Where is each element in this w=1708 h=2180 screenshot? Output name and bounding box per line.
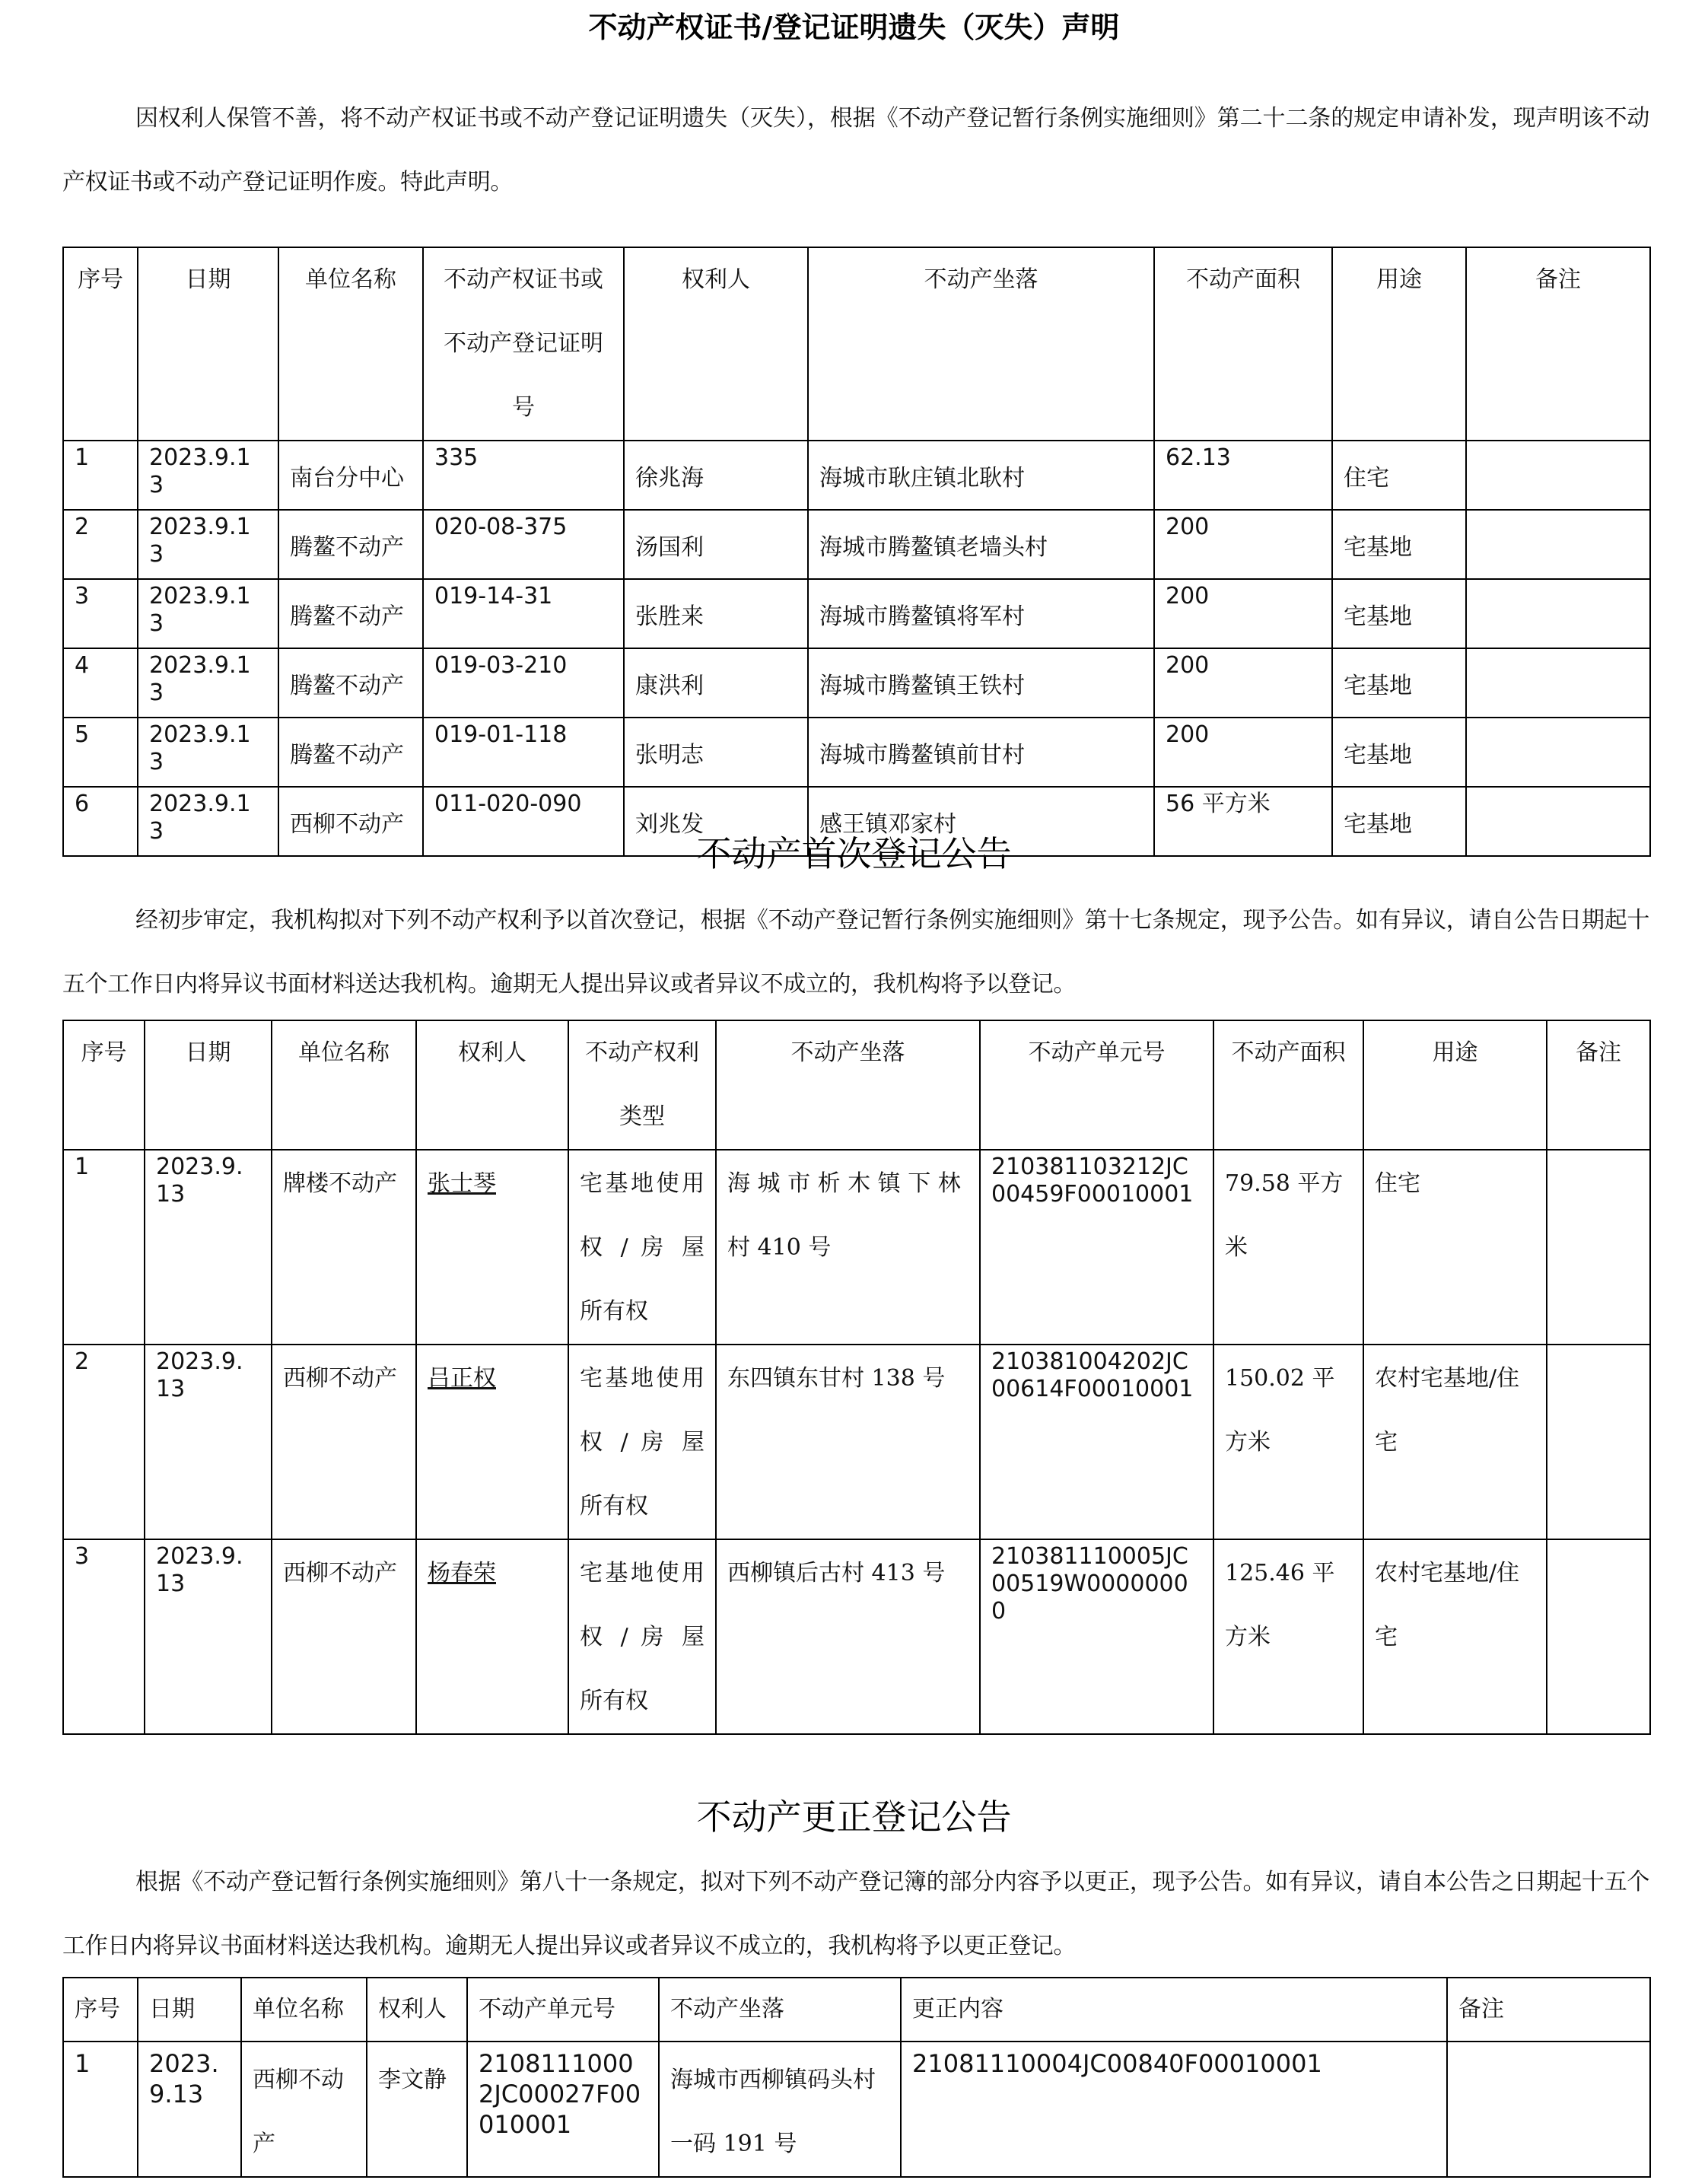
owner-name: 李文静 <box>378 2067 447 2093</box>
row-number-cell <box>63 579 138 648</box>
right-type-cell <box>568 1539 716 1734</box>
unit-number: 210381103212JC00459F00010001 <box>991 1154 1194 1208</box>
property-area-cell <box>1213 1539 1363 1734</box>
owner-name-cell <box>416 1150 568 1345</box>
column-header: 日期 <box>138 1978 241 2042</box>
owner-name: 杨春荣 <box>428 1560 496 1586</box>
certificate-number: 019-03-210 <box>434 652 568 679</box>
certificate-number-cell <box>423 510 624 579</box>
row-number: 1 <box>75 2049 91 2078</box>
row-number-cell <box>63 441 138 510</box>
row-number: 3 <box>75 1543 90 1570</box>
owner-name: 康洪利 <box>635 672 704 699</box>
column-header: 不动产面积 <box>1154 247 1332 441</box>
property-area: 62.13 <box>1166 444 1231 471</box>
date: 2023.9.13 <box>149 514 251 568</box>
owner-name: 张胜来 <box>635 603 704 630</box>
owner-name-cell <box>624 648 808 718</box>
row-number: 4 <box>75 652 90 679</box>
unit-name-cell <box>272 1150 416 1345</box>
column-header: 序号 <box>63 1978 138 2042</box>
property-location: 东四镇东甘村 138 号 <box>727 1365 946 1392</box>
property-use: 宅基地 <box>1344 603 1412 630</box>
property-area-cell <box>1213 1345 1363 1539</box>
unit-name-cell <box>272 1345 416 1539</box>
property-location: 海城市腾鳌镇前甘村 <box>819 741 1025 769</box>
note-cell <box>1547 1345 1650 1539</box>
unit-name: 腾鳌不动产 <box>290 672 404 699</box>
column-header: 不动产坐落 <box>808 247 1154 441</box>
column-header: 不动产单元号 <box>980 1020 1213 1150</box>
table-row <box>63 648 1650 718</box>
owner-name: 刘兆发 <box>635 810 704 838</box>
date-cell <box>138 648 278 718</box>
column-header: 不动产面积 <box>1213 1020 1363 1150</box>
note-cell <box>1466 648 1650 718</box>
date: 2023.9.13 <box>149 583 251 637</box>
column-header: 不动产权证书或不动产登记证明号 <box>423 247 624 441</box>
date-cell <box>138 441 278 510</box>
row-number-cell <box>63 510 138 579</box>
table-header-row <box>63 1020 1650 1150</box>
row-number: 2 <box>75 1348 90 1375</box>
property-use: 农村宅基地/住宅 <box>1375 1560 1520 1650</box>
correction-registration-title: 不动产更正登记公告 <box>696 1797 1012 1838</box>
date-cell <box>145 1345 272 1539</box>
property-use: 住宅 <box>1375 1170 1420 1197</box>
table-row <box>63 579 1650 648</box>
property-location-cell <box>808 579 1154 648</box>
owner-name: 张士琴 <box>428 1170 496 1197</box>
date-cell <box>138 510 278 579</box>
date: 2023.9.13 <box>149 721 251 775</box>
unit-name: 西柳不动产 <box>290 810 404 838</box>
note-cell <box>1547 1539 1650 1734</box>
declaration-title: 不动产权证书/登记证明遗失（灭失）声明 <box>588 10 1120 44</box>
property-area: 79.58 平方米 <box>1225 1170 1344 1261</box>
property-area: 200 <box>1166 514 1210 540</box>
column-header: 备注 <box>1466 247 1650 441</box>
property-location-cell <box>716 1150 980 1345</box>
note-cell <box>1447 2042 1650 2177</box>
note-cell <box>1466 579 1650 648</box>
row-number: 6 <box>75 791 90 817</box>
property-area: 200 <box>1166 583 1210 609</box>
property-area-cell <box>1154 441 1332 510</box>
column-header: 不动产权利类型 <box>568 1020 716 1150</box>
row-number-cell <box>63 648 138 718</box>
column-header: 备注 <box>1547 1020 1650 1150</box>
property-area-cell <box>1154 510 1332 579</box>
right-type: 宅基地使用权 / 房 屋 所有权 <box>580 1560 705 1714</box>
note-cell <box>1547 1150 1650 1345</box>
note-cell <box>1466 718 1650 787</box>
date: 2023.9.13 <box>149 791 251 845</box>
property-use: 宅基地 <box>1344 741 1412 769</box>
property-location: 海城市腾鳌镇老墙头村 <box>819 533 1048 561</box>
property-location-cell <box>808 648 1154 718</box>
correction-registration-table <box>62 1977 1651 2178</box>
property-use-cell <box>1363 1539 1547 1734</box>
right-type-cell <box>568 1150 716 1345</box>
right-type: 宅基地使用权 / 房 屋 所有权 <box>580 1170 705 1325</box>
first-registration-paragraph: 经初步审定，我机构拟对下列不动产权利予以首次登记，根据《不动产登记暂行条例实施细则》第十七条规定，现予公告。如有异议，请自公告日期起十五个工作日内将异议书面材料送达我机构。逾期无人提出异议或者异议不成立的，我机构将予以登记。 <box>62 907 1649 998</box>
property-area: 56 平方米 <box>1166 791 1271 817</box>
property-area-cell <box>1213 1150 1363 1345</box>
column-header: 序号 <box>63 1020 145 1150</box>
unit-name: 腾鳌不动产 <box>290 533 404 561</box>
certificate-number-cell <box>423 579 624 648</box>
unit-name: 西柳不动产 <box>253 2067 344 2157</box>
column-header: 更正内容 <box>901 1978 1447 2042</box>
certificate-number: 335 <box>434 444 479 471</box>
column-header: 单位名称 <box>241 1978 367 2042</box>
row-number-cell <box>63 2042 138 2177</box>
column-header: 权利人 <box>416 1020 568 1150</box>
property-use: 农村宅基地/住宅 <box>1375 1365 1520 1456</box>
property-use: 宅基地 <box>1344 672 1412 699</box>
owner-name-cell <box>624 718 808 787</box>
column-header: 权利人 <box>624 247 808 441</box>
property-location: 海城市腾鳌镇王铁村 <box>819 672 1025 699</box>
right-type: 宅基地使用权 / 房 屋 所有权 <box>580 1365 705 1520</box>
property-use-cell <box>1332 510 1466 579</box>
property-location-cell <box>808 441 1154 510</box>
row-number: 1 <box>75 1154 90 1180</box>
property-area-cell <box>1154 579 1332 648</box>
owner-name-cell <box>416 1539 568 1734</box>
column-header: 单位名称 <box>278 247 423 441</box>
right-type-cell <box>568 1345 716 1539</box>
date: 2023.9.13 <box>156 1154 243 1208</box>
property-use-cell <box>1363 1150 1547 1345</box>
unit-number-cell <box>980 1150 1213 1345</box>
column-header: 序号 <box>63 247 138 441</box>
date: 2023.9.13 <box>149 652 251 706</box>
date: 2023.9.13 <box>149 444 251 498</box>
owner-name-cell <box>416 1345 568 1539</box>
property-use-cell <box>1332 441 1466 510</box>
certificate-number: 011-020-090 <box>434 791 582 817</box>
property-area-cell <box>1154 718 1332 787</box>
unit-name-cell <box>278 441 423 510</box>
date-cell <box>145 1150 272 1345</box>
date: 2023.9.13 <box>149 2049 219 2108</box>
unit-number-cell <box>467 2042 659 2177</box>
certificate-number-cell <box>423 441 624 510</box>
property-use-cell <box>1332 648 1466 718</box>
property-location: 海城市腾鳌镇将军村 <box>819 603 1025 630</box>
certificate-number-cell <box>423 718 624 787</box>
property-use-cell <box>1363 1345 1547 1539</box>
row-number: 1 <box>75 444 90 471</box>
first-registration-title: 不动产首次登记公告 <box>696 833 1012 874</box>
property-location: 海城市西柳镇码头村一码 191 号 <box>670 2067 876 2157</box>
property-location-cell <box>716 1345 980 1539</box>
unit-name: 腾鳌不动产 <box>290 741 404 769</box>
note-cell <box>1466 441 1650 510</box>
unit-name-cell <box>278 579 423 648</box>
table-row <box>63 2042 1650 2177</box>
property-location-cell <box>808 510 1154 579</box>
row-number: 2 <box>75 514 90 540</box>
unit-name: 西柳不动产 <box>283 1560 397 1586</box>
unit-name: 西柳不动产 <box>283 1365 397 1392</box>
first-registration-table <box>62 1020 1651 1735</box>
unit-name: 牌楼不动产 <box>283 1170 397 1197</box>
date: 2023.9.13 <box>156 1348 243 1402</box>
lost-certificate-table <box>62 247 1651 857</box>
property-location: 西柳镇后古村 413 号 <box>727 1560 946 1586</box>
table-row <box>63 718 1650 787</box>
correction-registration-paragraph: 根据《不动产登记暂行条例实施细则》第八十一条规定，拟对下列不动产登记簿的部分内容予以更正，现予公告。如有异议，请自本公告之日期起十五个工作日内将异议书面材料送达我机构。逾期无人提出异议或者异议不成立的，我机构将予以更正登记。 <box>62 1869 1649 1959</box>
column-header: 不动产坐落 <box>716 1020 980 1150</box>
unit-name: 腾鳌不动产 <box>290 603 404 630</box>
property-area: 200 <box>1166 652 1210 679</box>
unit-number-cell <box>980 1345 1213 1539</box>
property-area: 150.02 平方米 <box>1225 1365 1335 1456</box>
date: 2023.9.13 <box>156 1543 243 1597</box>
unit-number-cell <box>980 1539 1213 1734</box>
property-location: 海城市耿庄镇北耿村 <box>819 464 1025 492</box>
row-number-cell <box>63 1150 145 1345</box>
date-cell <box>138 718 278 787</box>
certificate-number-cell <box>423 648 624 718</box>
column-header: 用途 <box>1363 1020 1547 1150</box>
certificate-number: 019-14-31 <box>434 583 553 609</box>
property-location-cell <box>808 718 1154 787</box>
owner-name: 吕正权 <box>428 1365 496 1392</box>
column-header: 不动产单元号 <box>467 1978 659 2042</box>
unit-name-cell <box>278 718 423 787</box>
column-header: 备注 <box>1447 1978 1650 2042</box>
column-header: 日期 <box>138 247 278 441</box>
unit-name: 南台分中心 <box>290 464 404 492</box>
row-number-cell <box>63 1539 145 1734</box>
note-cell <box>1466 510 1650 579</box>
column-header: 单位名称 <box>272 1020 416 1150</box>
property-location: 感王镇邓家村 <box>819 810 956 838</box>
table-header-row <box>63 1978 1650 2042</box>
property-area: 200 <box>1166 721 1210 748</box>
unit-name-cell <box>278 648 423 718</box>
column-header: 日期 <box>145 1020 272 1150</box>
owner-name-cell <box>624 441 808 510</box>
certificate-number: 020-08-375 <box>434 514 568 540</box>
date-cell <box>145 1539 272 1734</box>
correction-content-cell <box>901 2042 1447 2177</box>
correction-content: 21081110004JC00840F00010001 <box>912 2049 1322 2078</box>
property-use: 住宅 <box>1344 464 1389 492</box>
property-location-cell <box>716 1539 980 1734</box>
table-row <box>63 1150 1650 1345</box>
column-header: 不动产坐落 <box>659 1978 901 2042</box>
table-row <box>63 1539 1650 1734</box>
row-number: 3 <box>75 583 90 609</box>
property-use-cell <box>1332 718 1466 787</box>
table-header-row <box>63 247 1650 441</box>
owner-name-cell <box>624 579 808 648</box>
row-number-cell <box>63 1345 145 1539</box>
property-location-cell <box>659 2042 901 2177</box>
table-row <box>63 510 1650 579</box>
column-header: 用途 <box>1332 247 1466 441</box>
unit-number: 210381004202JC00614F00010001 <box>991 1348 1194 1402</box>
owner-name-cell <box>367 2042 467 2177</box>
unit-number: 21081110002JC00027F00010001 <box>479 2049 641 2139</box>
owner-name-cell <box>624 510 808 579</box>
property-use: 宅基地 <box>1344 533 1412 561</box>
property-use-cell <box>1332 579 1466 648</box>
owner-name: 汤国利 <box>635 533 704 561</box>
row-number: 5 <box>75 721 90 748</box>
unit-name-cell <box>278 510 423 579</box>
property-location: 海 城 市 析 木 镇 下 林 村 410 号 <box>727 1170 961 1261</box>
declaration-paragraph: 因权利人保管不善，将不动产权证书或不动产登记证明遗失（灭失），根据《不动产登记暂行条例实施细则》第二十二条的规定申请补发，现声明该不动产权证书或不动产登记证明作废。特此声明。 <box>62 105 1649 196</box>
table-row <box>63 1345 1650 1539</box>
certificate-number: 019-01-118 <box>434 721 568 748</box>
date-cell <box>138 579 278 648</box>
unit-number: 210381110005JC00519W00000000 <box>991 1543 1188 1625</box>
owner-name: 张明志 <box>635 741 704 769</box>
unit-name-cell <box>241 2042 367 2177</box>
unit-name-cell <box>272 1539 416 1734</box>
column-header: 权利人 <box>367 1978 467 2042</box>
table-row <box>63 441 1650 510</box>
row-number-cell <box>63 718 138 787</box>
property-area-cell <box>1154 648 1332 718</box>
owner-name: 徐兆海 <box>635 464 704 492</box>
property-area: 125.46 平方米 <box>1225 1560 1335 1650</box>
date-cell <box>138 2042 241 2177</box>
property-use: 宅基地 <box>1344 810 1412 838</box>
